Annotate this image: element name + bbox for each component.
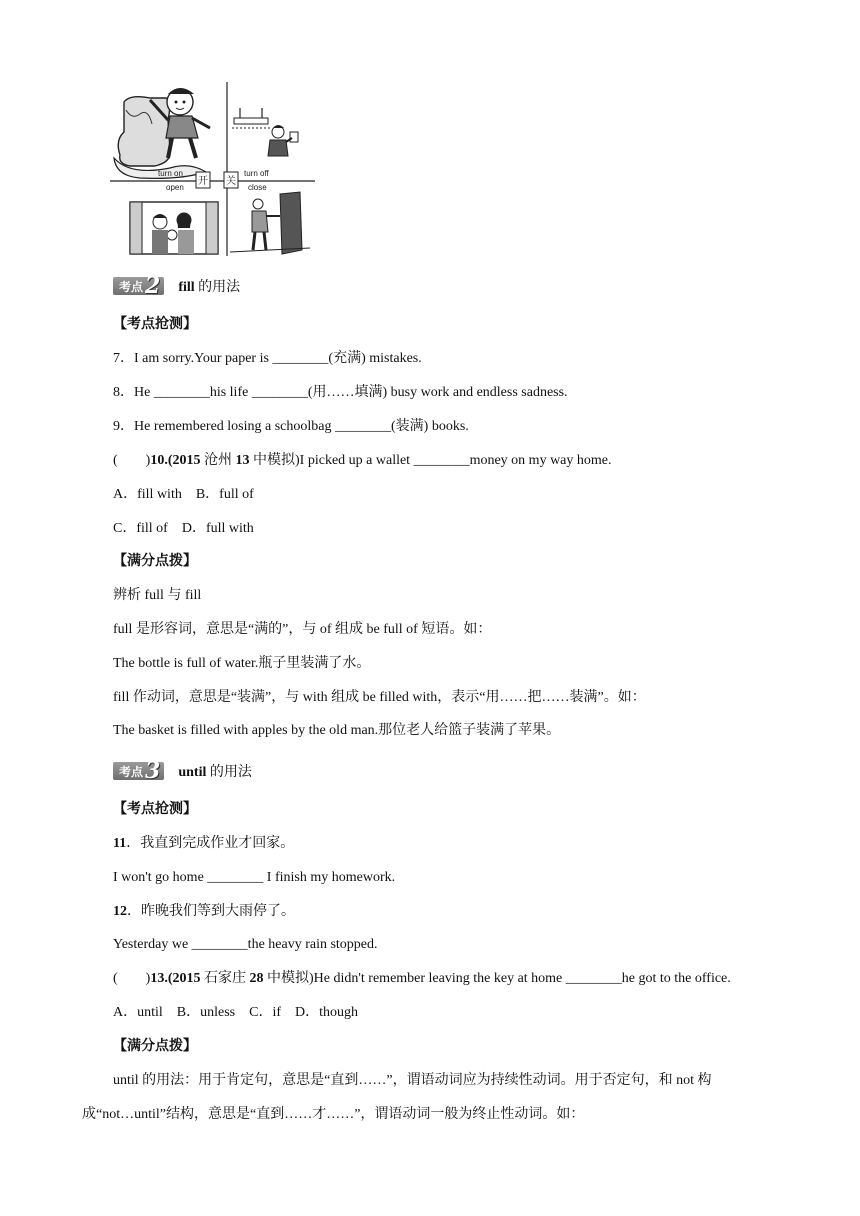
question-10-bracket: ( ): [113, 453, 151, 468]
section2-tip-4: fill 作动词，意思是“装满”，与 with 组成 be filled with，表示“用……把……装满”。如：: [113, 690, 646, 705]
section3-header: [113, 760, 252, 782]
question-10-text: I picked up a wallet ________money on my way home.: [299, 453, 612, 468]
section2-badge-label: 考点: [119, 279, 144, 294]
open-label: open: [166, 183, 184, 192]
close-label: close: [248, 183, 267, 192]
section2-title-rest: 的用法: [194, 280, 241, 295]
turn-on-off-illustration: [110, 80, 315, 258]
guan-label: 关: [226, 176, 236, 187]
section3-badge-number: 3: [145, 758, 161, 784]
section3-practice-heading: 【考点抢测】: [113, 802, 197, 817]
section3-title: [178, 761, 252, 781]
question-10-school: 13: [235, 453, 250, 468]
section2-header: [113, 275, 240, 297]
section2-title: [178, 276, 240, 296]
question-13-options: A．until B．unless C．if D．though: [113, 1005, 359, 1020]
question-13-bracket: ( ): [113, 971, 151, 986]
question-11-text: ．我直到完成作业才回家。: [126, 836, 295, 851]
water-tank-boy-image: [114, 88, 210, 178]
question-13-school: 28: [249, 971, 264, 986]
question-10-place: 沧州: [200, 453, 236, 468]
question-11-english: I won't go home ________ I finish my homework.: [113, 870, 396, 885]
section2-badge: [113, 273, 164, 299]
question-12-english: Yesterday we ________the heavy rain stopped.: [113, 937, 378, 952]
kai-label: 开: [198, 176, 208, 187]
lamp-switch-image: [232, 108, 298, 156]
question-12-text: ．昨晚我们等到大雨停了。: [127, 904, 295, 919]
section2-title-bold: fill: [178, 280, 195, 295]
section2-tips-heading: 【满分点拨】: [113, 554, 197, 569]
question-10-options-ab: A．fill with B．full of: [113, 487, 254, 502]
section3-title-rest: 的用法: [206, 765, 252, 780]
section3-badge: [113, 758, 164, 784]
question-10-number: 10.(2015: [150, 453, 201, 468]
question-12-number: 12: [113, 904, 127, 919]
section3-tip-line-2: 成“not…until”结构，意思是“直到……才……”，谓语动词一般为终止性动词。如：: [82, 1107, 585, 1122]
section3-title-bold: until: [178, 765, 207, 780]
section3-tip-line-1: until 的用法：用于肯定句，意思是“直到……”，谓语动词应为持续性动词。用于否定句，和 not 构: [113, 1073, 712, 1088]
question-11: [113, 835, 294, 853]
section2-practice-heading: 【考点抢测】: [113, 317, 197, 332]
turn-off-label: turn off: [244, 169, 269, 178]
section2-tip-5: The basket is filled with apples by the old man.那位老人给篮子装满了苹果。: [113, 723, 561, 738]
question-13-place: 石家庄: [200, 971, 250, 986]
illustration: [110, 80, 315, 258]
question-8: 8．He ________his life ________(用……填满) busy work and endless sadness.: [113, 385, 568, 400]
question-9: 9．He remembered losing a schoolbag ________(装满) books.: [113, 419, 469, 434]
question-11-number: 11: [113, 836, 127, 851]
question-12: [113, 903, 295, 921]
door-person-image: [230, 192, 310, 254]
question-13-number: 13.(2015: [150, 971, 201, 986]
question-10: [113, 452, 612, 470]
section3-badge-label: 考点: [119, 764, 144, 779]
question-10-mock: 中模拟): [249, 453, 300, 468]
section2-badge-number: 2: [145, 273, 161, 299]
window-family-image: [130, 202, 218, 254]
section2-tip-3: The bottle is full of water.瓶子里装满了水。: [113, 656, 371, 671]
question-10-options-cd: C．fill of D．full with: [113, 521, 254, 536]
section3-tips-heading: 【满分点拨】: [113, 1039, 197, 1054]
question-13-mock: 中模拟): [263, 971, 314, 986]
question-7: 7．I am sorry.Your paper is ________(充满) mistakes.: [113, 351, 422, 366]
question-13: [113, 970, 731, 988]
question-13-text: He didn't remember leaving the key at home ________he got to the office.: [313, 971, 731, 986]
turn-on-label: turn on: [158, 169, 183, 178]
section2-tip-1: 辨析 full 与 fill: [113, 588, 202, 603]
section2-tip-2: full 是形容词，意思是“满的”，与 of 组成 be full of 短语。如：: [113, 622, 492, 637]
